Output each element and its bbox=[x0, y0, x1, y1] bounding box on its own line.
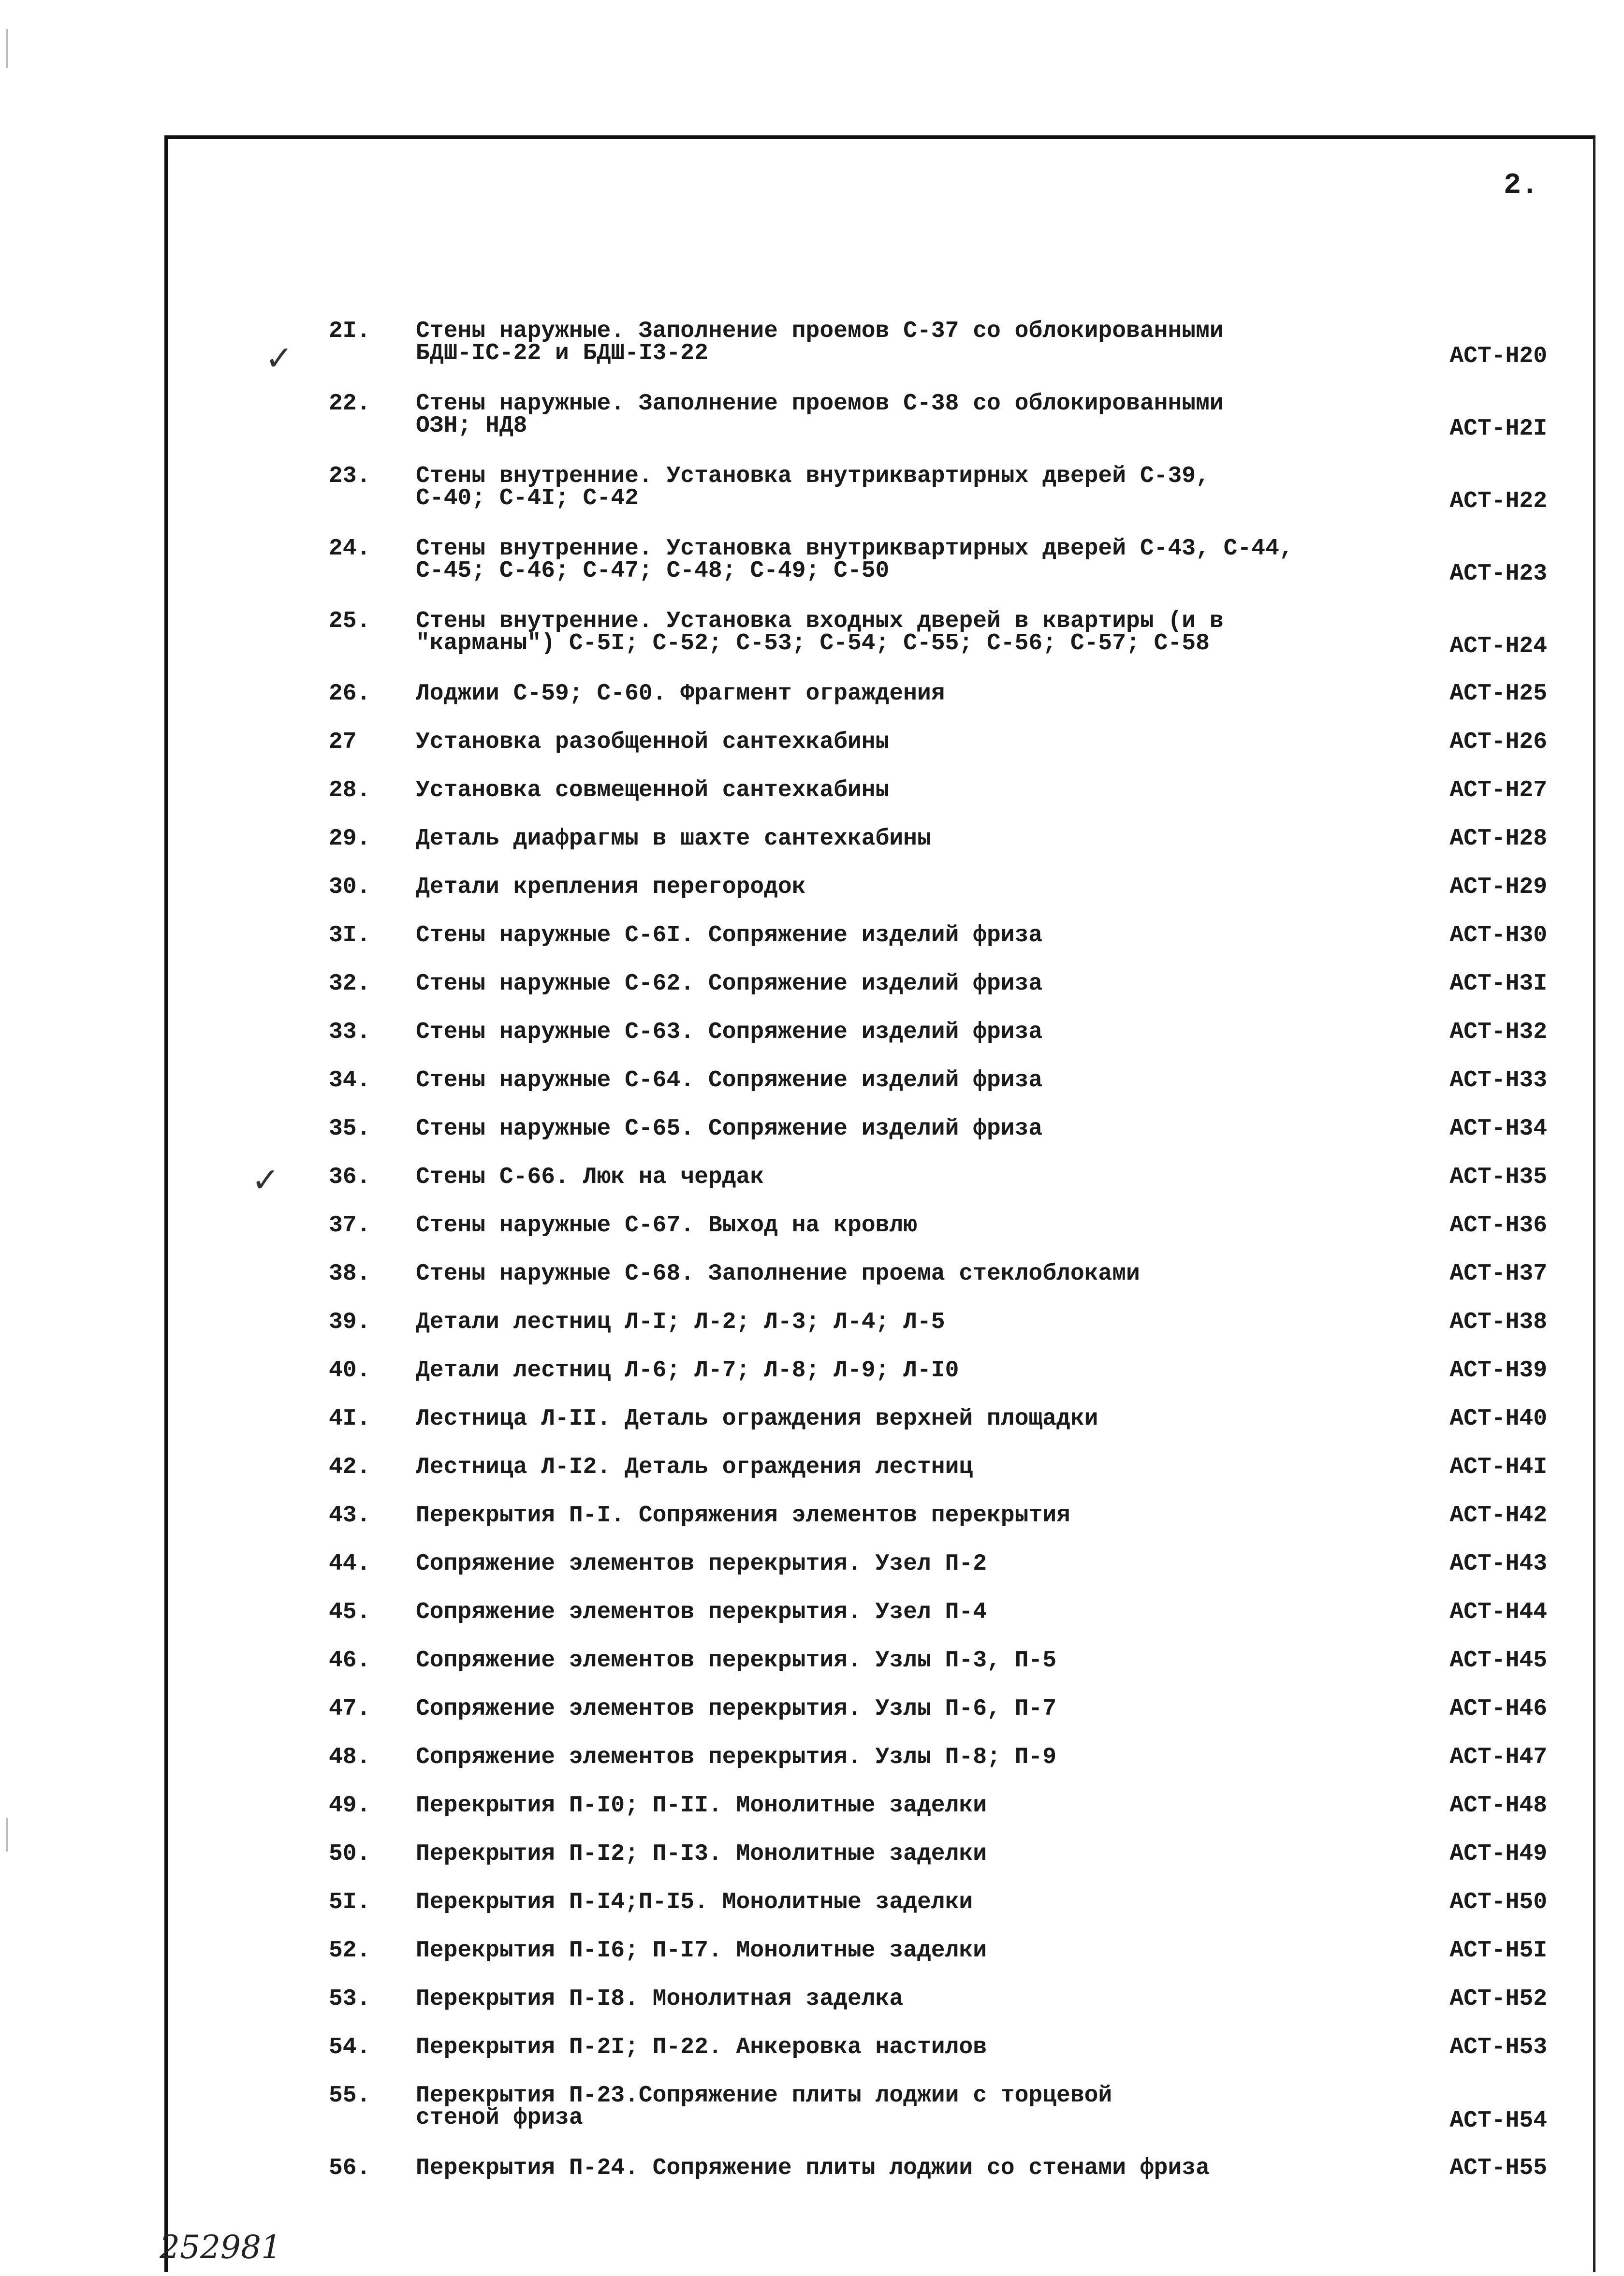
entry-title: Стены внутренние. Установка внутриквартирных дверей С-43, С-44, С-45; С-46; С-47; С-48; С-49; С-50 bbox=[416, 536, 1293, 584]
entry-number: 42. bbox=[329, 1454, 371, 1480]
entry-number: 4I. bbox=[329, 1406, 371, 1432]
list-item bbox=[329, 320, 1547, 393]
entry-number: 29. bbox=[329, 826, 371, 852]
entry-code: АСТ-Н20 bbox=[1449, 343, 1547, 369]
entry-number: 40. bbox=[329, 1357, 371, 1384]
entry-number: 49. bbox=[329, 1793, 371, 1819]
list-item bbox=[329, 1553, 1547, 1601]
entry-code: АСТ-Н48 bbox=[1449, 1793, 1547, 1819]
entry-code: АСТ-Н39 bbox=[1449, 1357, 1547, 1384]
entry-title: Стены наружные С-63. Сопряжение изделий фриза bbox=[416, 1019, 1043, 1045]
entry-title: Стены наружные С-68. Заполнение проема стеклоблоками bbox=[416, 1261, 1140, 1287]
entry-number: 45. bbox=[329, 1599, 371, 1625]
margin-mark bbox=[6, 1818, 8, 1852]
entry-number: 28. bbox=[329, 777, 371, 803]
entry-title: Сопряжение элементов перекрытия. Узел П-4 bbox=[416, 1599, 987, 1625]
entry-number: 27 bbox=[329, 729, 357, 755]
list-item bbox=[329, 393, 1547, 465]
entry-number: 47. bbox=[329, 1696, 371, 1722]
entry-number: 34. bbox=[329, 1067, 371, 1094]
entry-code: АСТ-Н34 bbox=[1449, 1116, 1547, 1142]
entry-number: 25. bbox=[329, 608, 371, 634]
entry-number: 5I. bbox=[329, 1889, 371, 1915]
entry-number: 32. bbox=[329, 971, 371, 997]
entry-code: АСТ-Н40 bbox=[1449, 1406, 1547, 1432]
entry-title: Стены наружные С-64. Сопряжение изделий фриза bbox=[416, 1067, 1043, 1094]
margin-mark bbox=[6, 29, 8, 68]
list-item bbox=[329, 1214, 1547, 1263]
entry-code: АСТ-Н2I bbox=[1449, 416, 1547, 442]
entry-code: АСТ-Н32 bbox=[1449, 1019, 1547, 1045]
check-mark-icon: ✓ bbox=[265, 338, 293, 378]
entry-title: Деталь диафрагмы в шахте сантехкабины bbox=[416, 826, 931, 852]
entry-title: Перекрытия П-2I; П-22. Анкеровка настилов bbox=[416, 2034, 987, 2060]
entry-code: АСТ-Н5I bbox=[1449, 1938, 1547, 1964]
entry-code: АСТ-Н46 bbox=[1449, 1696, 1547, 1722]
entry-number: 56. bbox=[329, 2155, 371, 2181]
entry-number: 26. bbox=[329, 681, 371, 707]
list-item bbox=[329, 731, 1547, 779]
entry-number: 35. bbox=[329, 1116, 371, 1142]
entry-title: Стены наружные С-67. Выход на кровлю bbox=[416, 1212, 917, 1239]
list-item bbox=[329, 1940, 1547, 1988]
entry-number: 2I. bbox=[329, 318, 371, 344]
list-item bbox=[329, 1795, 1547, 1843]
entry-number: 44. bbox=[329, 1551, 371, 1577]
entry-number: 39. bbox=[329, 1309, 371, 1335]
entry-title: Детали крепления перегородок bbox=[416, 874, 806, 900]
list-item bbox=[329, 610, 1547, 683]
entry-code: АСТ-Н54 bbox=[1449, 2108, 1547, 2134]
list-item bbox=[329, 1843, 1547, 1891]
entry-code: АСТ-Н42 bbox=[1449, 1503, 1547, 1529]
archive-number: 252981 bbox=[160, 2229, 281, 2266]
entry-title: Перекрытия П-23.Сопряжение плиты лоджии с торцевой стеной фриза bbox=[416, 2083, 1112, 2131]
entry-number: 46. bbox=[329, 1648, 371, 1674]
entry-title: Стены наружные С-62. Сопряжение изделий фриза bbox=[416, 971, 1043, 997]
list-item bbox=[329, 876, 1547, 924]
entry-title: Перекрытия П-I6; П-I7. Монолитные заделки bbox=[416, 1938, 987, 1964]
entry-code: АСТ-Н38 bbox=[1449, 1309, 1547, 1335]
list-item bbox=[329, 828, 1547, 876]
list-item bbox=[329, 1118, 1547, 1166]
entry-number: 33. bbox=[329, 1019, 371, 1045]
list-item bbox=[329, 1069, 1547, 1118]
entry-code: АСТ-Н49 bbox=[1449, 1841, 1547, 1867]
entry-title: Стены наружные. Заполнение проемов С-38 со облокированными ОЗН; НД8 bbox=[416, 391, 1224, 439]
entry-title: Стены наружные. Заполнение проемов С-37 со облокированными БДШ-IС-22 и БДШ-I3-22 bbox=[416, 318, 1224, 366]
list-item bbox=[329, 973, 1547, 1021]
entry-code: АСТ-Н53 bbox=[1449, 2034, 1547, 2060]
entry-code: АСТ-Н45 bbox=[1449, 1648, 1547, 1674]
entry-code: АСТ-Н24 bbox=[1449, 633, 1547, 659]
entry-code: АСТ-Н23 bbox=[1449, 561, 1547, 587]
list-item bbox=[329, 1601, 1547, 1649]
list-item bbox=[329, 1649, 1547, 1698]
entry-number: 50. bbox=[329, 1841, 371, 1867]
entry-title: Стены внутренние. Установка внутриквартирных дверей С-39, С-40; С-4I; С-42 bbox=[416, 463, 1210, 511]
entry-code: АСТ-Н3I bbox=[1449, 971, 1547, 997]
list-item bbox=[329, 683, 1547, 731]
list-item bbox=[329, 1263, 1547, 1311]
entry-code: АСТ-Н27 bbox=[1449, 777, 1547, 803]
entry-title: Перекрытия П-I4;П-I5. Монолитные заделки bbox=[416, 1889, 973, 1915]
list-item bbox=[329, 1166, 1547, 1214]
entry-code: АСТ-Н50 bbox=[1449, 1889, 1547, 1915]
entry-title: Перекрытия П-I2; П-I3. Монолитные заделки bbox=[416, 1841, 987, 1867]
entry-code: АСТ-Н35 bbox=[1449, 1164, 1547, 1190]
entry-code: АСТ-Н55 bbox=[1449, 2155, 1547, 2181]
entry-code: АСТ-Н28 bbox=[1449, 826, 1547, 852]
entry-title: Сопряжение элементов перекрытия. Узел П-2 bbox=[416, 1551, 987, 1577]
entry-code: АСТ-Н26 bbox=[1449, 729, 1547, 755]
entry-code: АСТ-Н25 bbox=[1449, 681, 1547, 707]
entry-title: Сопряжение элементов перекрытия. Узлы П-3, П-5 bbox=[416, 1648, 1057, 1674]
entry-number: 38. bbox=[329, 1261, 371, 1287]
list-item bbox=[329, 1746, 1547, 1795]
entry-number: 43. bbox=[329, 1503, 371, 1529]
entry-code: АСТ-Н36 bbox=[1449, 1212, 1547, 1239]
list-item bbox=[329, 1456, 1547, 1504]
entry-number: 55. bbox=[329, 2083, 371, 2109]
entry-code: АСТ-Н47 bbox=[1449, 1744, 1547, 1770]
entry-number: 24. bbox=[329, 536, 371, 562]
entry-title: Сопряжение элементов перекрытия. Узлы П-6, П-7 bbox=[416, 1696, 1057, 1722]
entry-code: АСТ-Н4I bbox=[1449, 1454, 1547, 1480]
entry-title: Перекрытия П-I. Сопряжения элементов перекрытия bbox=[416, 1503, 1070, 1529]
list-item bbox=[329, 1504, 1547, 1553]
page-number: 2. bbox=[1504, 169, 1539, 202]
entry-number: 22. bbox=[329, 391, 371, 417]
list-item bbox=[329, 1408, 1547, 1456]
entry-code: АСТ-Н29 bbox=[1449, 874, 1547, 900]
entry-number: 3I. bbox=[329, 922, 371, 948]
entry-title: Детали лестниц Л-6; Л-7; Л-8; Л-9; Л-I0 bbox=[416, 1357, 959, 1384]
check-mark-icon: ✓ bbox=[251, 1160, 280, 1200]
entry-number: 52. bbox=[329, 1938, 371, 1964]
entry-code: АСТ-Н52 bbox=[1449, 1986, 1547, 2012]
entry-title: Стены наружные С-6I. Сопряжение изделий фриза bbox=[416, 922, 1043, 948]
list-item bbox=[329, 924, 1547, 973]
entry-title: Детали лестниц Л-I; Л-2; Л-3; Л-4; Л-5 bbox=[416, 1309, 945, 1335]
list-item bbox=[329, 538, 1547, 610]
entry-number: 54. bbox=[329, 2034, 371, 2060]
list-item bbox=[329, 1021, 1547, 1069]
entry-list bbox=[329, 320, 1547, 2205]
entry-number: 36. bbox=[329, 1164, 371, 1190]
entry-code: АСТ-Н33 bbox=[1449, 1067, 1547, 1094]
entry-title: Стены наружные С-65. Сопряжение изделий фриза bbox=[416, 1116, 1043, 1142]
entry-title: Лестница Л-I2. Деталь ограждения лестниц bbox=[416, 1454, 973, 1480]
list-item bbox=[329, 2036, 1547, 2085]
entry-code: АСТ-Н30 bbox=[1449, 922, 1547, 948]
list-item bbox=[329, 1311, 1547, 1359]
list-item bbox=[329, 465, 1547, 538]
entry-title: Стены внутренние. Установка входных дверей в квартиры (и в "карманы") С-5I; С-52; С-53; С-54; С-55; С-56; С-57; С-58 bbox=[416, 608, 1224, 657]
entry-title: Перекрытия П-I8. Монолитная заделка bbox=[416, 1986, 904, 2012]
entry-title: Перекрытия П-I0; П-II. Монолитные заделки bbox=[416, 1793, 987, 1819]
entry-title: Лестница Л-II. Деталь ограждения верхней площадки bbox=[416, 1406, 1098, 1432]
entry-title: Сопряжение элементов перекрытия. Узлы П-8; П-9 bbox=[416, 1744, 1057, 1770]
entry-number: 30. bbox=[329, 874, 371, 900]
list-item bbox=[329, 2085, 1547, 2157]
list-item bbox=[329, 2157, 1547, 2205]
entry-number: 37. bbox=[329, 1212, 371, 1239]
list-item bbox=[329, 779, 1547, 828]
entry-title: Установка разобщенной сантехкабины bbox=[416, 729, 890, 755]
entry-title: Установка совмещенной сантехкабины bbox=[416, 777, 890, 803]
entry-title: Лоджии С-59; С-60. Фрагмент ограждения bbox=[416, 681, 945, 707]
list-item bbox=[329, 1988, 1547, 2036]
entry-code: АСТ-Н37 bbox=[1449, 1261, 1547, 1287]
entry-code: АСТ-Н43 bbox=[1449, 1551, 1547, 1577]
entry-number: 53. bbox=[329, 1986, 371, 2012]
entry-number: 48. bbox=[329, 1744, 371, 1770]
entry-code: АСТ-Н22 bbox=[1449, 488, 1547, 514]
entry-number: 23. bbox=[329, 463, 371, 489]
entry-title: Стены С-66. Люк на чердак bbox=[416, 1164, 764, 1190]
entry-title: Перекрытия П-24. Сопряжение плиты лоджии со стенами фриза bbox=[416, 2155, 1210, 2181]
entry-code: АСТ-Н44 bbox=[1449, 1599, 1547, 1625]
list-item bbox=[329, 1698, 1547, 1746]
list-item bbox=[329, 1891, 1547, 1940]
list-item bbox=[329, 1359, 1547, 1408]
